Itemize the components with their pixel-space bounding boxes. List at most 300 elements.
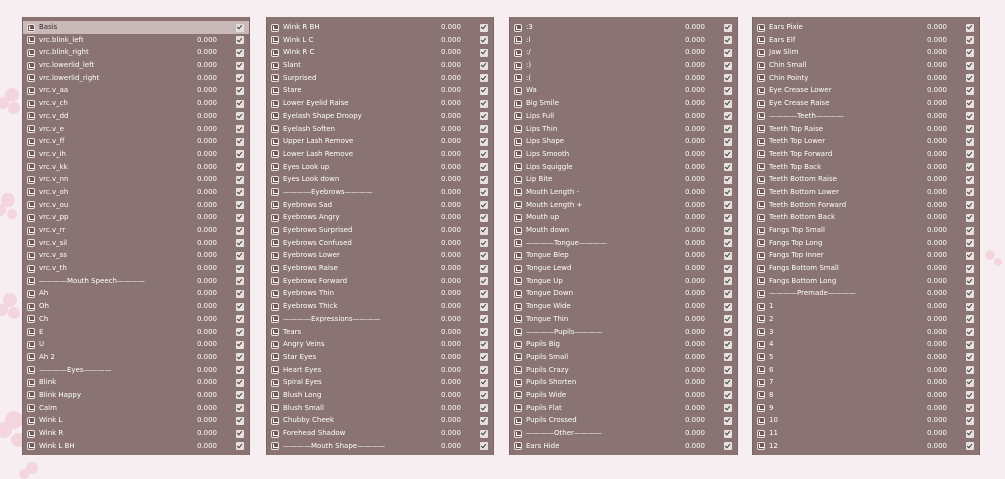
shape-key-row[interactable] [23,21,249,34]
shape-key-name[interactable]: ————Eyes———— [39,365,112,374]
shape-key-value[interactable]: 0.000 [684,238,705,247]
shape-key-name[interactable]: vrc.v_oh [39,187,69,196]
shape-key-value[interactable]: 0.000 [926,137,947,146]
checkbox-checked-icon[interactable] [236,303,244,311]
shape-key-name[interactable]: Eyebrows Thin [283,289,335,298]
shape-key-row[interactable] [267,199,493,212]
shape-key-row[interactable] [23,364,249,377]
checkbox-checked-icon[interactable] [724,265,732,273]
checkbox-checked-icon[interactable] [480,239,488,247]
shape-key-name[interactable]: 4 [769,340,774,349]
shape-key-value[interactable]: 0.000 [926,429,947,437]
shape-key-row[interactable] [753,300,979,313]
checkbox-checked-icon[interactable] [236,328,244,336]
shape-key-value[interactable]: 0.000 [926,365,947,374]
checkbox-checked-icon[interactable] [236,100,244,108]
shape-key-row[interactable] [23,262,249,275]
shape-key-value[interactable]: 0.000 [196,365,217,374]
checkbox-checked-icon[interactable] [236,417,244,425]
checkbox-checked-icon[interactable] [236,341,244,349]
checkbox-checked-icon[interactable] [236,290,244,298]
shape-key-value[interactable]: 0.000 [926,99,947,108]
shape-key-name[interactable]: Eyebrows Forward [283,276,348,285]
checkbox-checked-icon[interactable] [966,252,974,260]
shape-key-value[interactable]: 0.000 [926,441,947,450]
shape-key-value[interactable]: 0.000 [196,264,217,273]
shape-key-row[interactable] [23,199,249,212]
shape-key-row[interactable] [267,275,493,288]
checkbox-checked-icon[interactable] [724,328,732,336]
shape-key-value[interactable]: 0.000 [440,226,461,234]
shape-key-row[interactable] [753,351,979,364]
shape-key-row[interactable] [267,46,493,59]
shape-key-name[interactable]: Teeth Bottom Forward [769,200,847,209]
shape-key-name[interactable]: Teeth Bottom Lower [769,187,839,196]
shape-key-value[interactable]: 0.000 [440,403,461,412]
checkbox-checked-icon[interactable] [236,24,244,32]
checkbox-checked-icon[interactable] [236,442,244,450]
shape-key-value[interactable]: 0.000 [196,378,217,387]
checkbox-checked-icon[interactable] [966,163,974,171]
checkbox-checked-icon[interactable] [236,239,244,247]
shape-key-value[interactable]: 0.000 [926,48,947,57]
shape-key-name[interactable]: vrc.v_e [39,124,64,133]
shape-key-value[interactable]: 0.000 [440,162,461,171]
shape-key-value[interactable]: 0.000 [926,61,947,70]
shape-key-value[interactable]: 0.000 [440,35,461,44]
shape-key-name[interactable]: Wink R C [283,48,315,57]
shape-key-name[interactable]: Teeth Top Lower [769,137,826,146]
shape-key-name[interactable]: Mouth down [526,226,570,234]
shape-key-value[interactable]: 0.000 [196,187,217,196]
shape-key-row[interactable] [23,173,249,186]
checkbox-checked-icon[interactable] [236,150,244,158]
shape-key-row[interactable] [510,59,737,72]
shape-key-value[interactable]: 0.000 [684,61,705,70]
checkbox-checked-icon[interactable] [966,100,974,108]
checkbox-checked-icon[interactable] [966,430,974,438]
checkbox-checked-icon[interactable] [966,201,974,209]
shape-key-row[interactable] [510,376,737,389]
checkbox-checked-icon[interactable] [480,62,488,70]
checkbox-checked-icon[interactable] [480,303,488,311]
shape-key-name[interactable]: Spiral Eyes [283,378,322,387]
shape-key-name[interactable]: Fangs Top Long [769,238,823,247]
shape-key-name[interactable]: vrc.v_kk [39,162,68,171]
shape-key-row[interactable] [753,287,979,300]
shape-key-name[interactable]: ————Other———— [526,429,602,437]
shape-key-row[interactable] [753,135,979,148]
checkbox-checked-icon[interactable] [480,353,488,361]
checkbox-checked-icon[interactable] [236,176,244,184]
checkbox-checked-icon[interactable] [236,252,244,260]
shape-key-value[interactable]: 0.000 [196,213,217,222]
shape-key-name[interactable]: Pupils Small [526,352,569,361]
checkbox-checked-icon[interactable] [966,36,974,44]
checkbox-checked-icon[interactable] [966,239,974,247]
shape-key-row[interactable] [267,414,493,427]
shape-key-value[interactable]: 0.000 [196,226,217,234]
shape-key-value[interactable]: 0.000 [926,213,947,222]
shape-key-value[interactable]: 0.000 [196,416,217,425]
shape-key-value[interactable]: 0.000 [440,302,461,311]
shape-key-value[interactable]: 0.000 [926,86,947,95]
shape-key-name[interactable]: Ears Hide [526,441,560,450]
checkbox-checked-icon[interactable] [724,100,732,108]
shape-key-value[interactable]: 0.000 [684,213,705,222]
checkbox-checked-icon[interactable] [966,277,974,285]
checkbox-checked-icon[interactable] [236,366,244,374]
shape-key-row[interactable] [510,389,737,402]
checkbox-checked-icon[interactable] [480,430,488,438]
shape-key-name[interactable]: vrc.lowerlid_right [39,73,100,82]
shape-key-row[interactable] [510,46,737,59]
shape-key-row[interactable] [510,72,737,85]
checkbox-checked-icon[interactable] [480,138,488,146]
shape-key-value[interactable]: 0.000 [926,276,947,285]
shape-key-name[interactable]: Wink L C [283,35,314,44]
shape-key-row[interactable] [267,21,493,34]
shape-key-name[interactable]: 1 [769,302,774,311]
shape-key-row[interactable] [753,186,979,199]
shape-key-row[interactable] [267,72,493,85]
shape-key-value[interactable]: 0.000 [684,187,705,196]
shape-key-row[interactable] [267,237,493,250]
shape-key-row[interactable] [753,224,979,237]
checkbox-checked-icon[interactable] [966,442,974,450]
checkbox-checked-icon[interactable] [236,315,244,323]
checkbox-checked-icon[interactable] [724,87,732,95]
shape-key-row[interactable] [753,161,979,174]
shape-key-row[interactable] [510,110,737,123]
checkbox-checked-icon[interactable] [480,163,488,171]
shape-key-row[interactable] [267,287,493,300]
shape-key-value[interactable]: 0.000 [684,276,705,285]
shape-key-row[interactable] [510,364,737,377]
checkbox-checked-icon[interactable] [480,87,488,95]
checkbox-checked-icon[interactable] [966,341,974,349]
checkbox-checked-icon[interactable] [966,188,974,196]
shape-key-value[interactable]: 0.000 [196,137,217,146]
shape-key-row[interactable] [23,440,249,453]
shape-key-value[interactable]: 0.000 [926,200,947,209]
shape-key-value[interactable]: 0.000 [196,441,217,450]
shape-key-name[interactable]: ————Tongue———— [526,238,607,247]
shape-key-value[interactable]: 0.000 [196,276,217,285]
shape-key-row[interactable] [753,173,979,186]
shape-key-value[interactable]: 0.000 [196,327,217,336]
checkbox-checked-icon[interactable] [236,201,244,209]
checkbox-checked-icon[interactable] [236,265,244,273]
shape-key-value[interactable]: 0.000 [926,251,947,260]
shape-key-row[interactable] [753,402,979,415]
shape-key-row[interactable] [753,97,979,110]
shape-key-name[interactable]: Pupils Wide [526,390,567,399]
checkbox-checked-icon[interactable] [480,290,488,298]
shape-key-name[interactable]: vrc.v_aa [39,86,69,95]
shape-key-row[interactable] [753,59,979,72]
shape-key-name[interactable]: Lower Lash Remove [283,149,354,158]
shape-key-value[interactable]: 0.000 [440,99,461,108]
shape-key-name[interactable]: Mouth Length - [526,187,580,196]
shape-key-name[interactable]: Teeth Top Forward [769,149,833,158]
checkbox-checked-icon[interactable] [724,290,732,298]
shape-key-value[interactable]: 0.000 [926,175,947,184]
shape-key-row[interactable] [267,338,493,351]
shape-key-name[interactable]: Eyelash Shape Droopy [283,111,362,120]
shape-key-value[interactable]: 0.000 [440,251,461,260]
shape-key-row[interactable] [23,161,249,174]
shape-key-value[interactable]: 0.000 [440,352,461,361]
shape-key-row[interactable] [23,249,249,262]
checkbox-checked-icon[interactable] [966,290,974,298]
shape-key-row[interactable] [267,326,493,339]
shape-key-name[interactable]: Eyebrows Surprised [283,226,353,234]
shape-key-value[interactable]: 0.000 [440,61,461,70]
checkbox-checked-icon[interactable] [724,24,732,32]
shape-key-row[interactable] [23,135,249,148]
shape-key-value[interactable]: 0.000 [196,99,217,108]
shape-key-name[interactable]: ————Expressions———— [283,314,381,323]
checkbox-checked-icon[interactable] [966,265,974,273]
shape-key-name[interactable]: Blink Happy [39,390,81,399]
shape-key-name[interactable]: Oh [39,302,49,311]
shape-key-row[interactable] [267,376,493,389]
shape-key-name[interactable]: Fangs Top Small [769,226,825,234]
shape-key-row[interactable] [267,148,493,161]
shape-key-value[interactable]: 0.000 [684,35,705,44]
shape-key-name[interactable]: vrc.v_sil [39,238,68,247]
shape-key-name[interactable]: Lips Thin [526,124,558,133]
shape-key-value[interactable]: 0.000 [684,416,705,425]
checkbox-checked-icon[interactable] [724,303,732,311]
shape-key-name[interactable]: Pupils Flat [526,403,562,412]
shape-key-row[interactable] [23,351,249,364]
shape-key-row[interactable] [267,351,493,364]
shape-key-value[interactable]: 0.000 [440,378,461,387]
shape-key-value[interactable]: 0.000 [926,149,947,158]
shape-key-value[interactable]: 0.000 [684,340,705,349]
shape-key-row[interactable] [267,249,493,262]
shape-key-name[interactable]: Eye Crease Raise [769,99,830,108]
checkbox-checked-icon[interactable] [724,150,732,158]
shape-key-name[interactable]: Eyelash Soften [283,124,335,133]
shape-key-value[interactable]: 0.000 [926,162,947,171]
shape-key-row[interactable] [23,402,249,415]
checkbox-checked-icon[interactable] [480,36,488,44]
shape-key-value[interactable]: 0.000 [926,35,947,44]
shape-key-row[interactable] [510,338,737,351]
shape-key-row[interactable] [510,287,737,300]
shape-key-row[interactable] [267,211,493,224]
shape-key-name[interactable]: Angry Veins [283,340,325,349]
shape-key-name[interactable]: Star Eyes [283,352,317,361]
checkbox-checked-icon[interactable] [724,417,732,425]
checkbox-checked-icon[interactable] [480,150,488,158]
shape-key-name[interactable]: Blink [39,378,57,387]
shape-key-value[interactable]: 0.000 [684,403,705,412]
shape-key-value[interactable]: 0.000 [926,73,947,82]
shape-key-value[interactable]: 0.000 [684,86,705,95]
shape-key-name[interactable]: ————Pupils———— [526,327,603,336]
shape-key-row[interactable] [753,148,979,161]
shape-key-value[interactable]: 0.000 [196,289,217,298]
shape-key-name[interactable]: :/ [526,48,531,57]
shape-key-name[interactable]: vrc.v_ss [39,251,67,260]
shape-key-value[interactable]: 0.000 [440,390,461,399]
shape-key-value[interactable]: 0.000 [926,264,947,273]
shape-key-name[interactable]: Fangs Bottom Long [769,276,837,285]
shape-key-row[interactable] [23,110,249,123]
shape-key-value[interactable]: 0.000 [440,276,461,285]
shape-key-row[interactable] [267,224,493,237]
shape-key-name[interactable]: Eyebrows Sad [283,200,333,209]
shape-key-value[interactable]: 0.000 [926,289,947,298]
shape-key-name[interactable]: Wink R [39,429,64,437]
checkbox-checked-icon[interactable] [966,150,974,158]
checkbox-checked-icon[interactable] [480,125,488,133]
shape-key-value[interactable]: 0.000 [684,111,705,120]
shape-key-name[interactable]: ————Teeth———— [769,111,844,120]
shape-key-value[interactable]: 0.000 [926,187,947,196]
checkbox-checked-icon[interactable] [966,62,974,70]
shape-key-name[interactable]: Teeth Bottom Back [769,213,836,222]
shape-key-row[interactable] [267,300,493,313]
shape-key-row[interactable] [23,46,249,59]
shape-key-name[interactable]: Big Smile [526,99,559,108]
shape-key-row[interactable] [510,237,737,250]
checkbox-checked-icon[interactable] [966,404,974,412]
checkbox-checked-icon[interactable] [966,391,974,399]
shape-key-name[interactable]: Ch [39,314,49,323]
shape-key-value[interactable]: 0.000 [440,187,461,196]
shape-key-row[interactable] [23,211,249,224]
checkbox-checked-icon[interactable] [480,49,488,57]
shape-key-name[interactable]: Wink L [39,416,63,425]
shape-key-value[interactable]: 0.000 [196,429,217,437]
shape-key-row[interactable] [23,237,249,250]
checkbox-checked-icon[interactable] [724,36,732,44]
shape-key-value[interactable]: 0.000 [196,124,217,133]
shape-key-name[interactable]: Mouth Length + [526,200,583,209]
shape-key-row[interactable] [753,262,979,275]
shape-key-value[interactable]: 0.000 [684,48,705,57]
checkbox-checked-icon[interactable] [966,315,974,323]
checkbox-checked-icon[interactable] [724,252,732,260]
checkbox-checked-icon[interactable] [480,201,488,209]
shape-key-row[interactable] [23,414,249,427]
checkbox-checked-icon[interactable] [480,442,488,450]
shape-key-name[interactable]: :l [526,35,531,44]
shape-key-value[interactable]: 0.000 [440,124,461,133]
shape-key-value[interactable]: 0.000 [926,416,947,425]
checkbox-checked-icon[interactable] [480,341,488,349]
shape-key-row[interactable] [753,275,979,288]
checkbox-checked-icon[interactable] [236,36,244,44]
shape-key-name[interactable]: Lips Full [526,111,555,120]
shape-key-name[interactable]: Lips Smooth [526,149,570,158]
shape-key-value[interactable]: 0.000 [684,175,705,184]
shape-key-value[interactable]: 0.000 [926,302,947,311]
checkbox-checked-icon[interactable] [724,227,732,235]
shape-key-value[interactable]: 0.000 [684,390,705,399]
shape-key-name[interactable]: 2 [769,314,774,323]
shape-key-value[interactable]: 0.000 [440,264,461,273]
shape-key-name[interactable]: Wink R BH [283,23,320,31]
shape-key-name[interactable]: Heart Eyes [283,365,322,374]
checkbox-checked-icon[interactable] [480,74,488,82]
shape-key-row[interactable] [510,313,737,326]
shape-key-name[interactable]: Tongue Thin [526,314,569,323]
shape-key-value[interactable]: 0.000 [440,149,461,158]
checkbox-checked-icon[interactable] [966,328,974,336]
shape-key-name[interactable]: Ears Pixie [769,23,803,31]
shape-key-name[interactable]: Slant [283,61,301,70]
shape-key-name[interactable]: 10 [769,416,778,425]
checkbox-checked-icon[interactable] [480,328,488,336]
shape-key-name[interactable]: ————Mouth Speech———— [39,276,145,285]
shape-key-name[interactable]: :( [526,73,532,82]
shape-key-value[interactable]: 0.000 [440,111,461,120]
shape-key-name[interactable]: vrc.v_rr [39,226,66,234]
shape-key-row[interactable] [510,414,737,427]
shape-key-name[interactable]: U [39,340,45,349]
shape-key-value[interactable]: 0.000 [926,226,947,234]
shape-key-row[interactable] [267,427,493,440]
shape-key-name[interactable]: Pupils Shorten [526,378,577,387]
shape-key-value[interactable]: 0.000 [440,429,461,437]
shape-key-name[interactable]: 9 [769,403,774,412]
checkbox-checked-icon[interactable] [480,100,488,108]
checkbox-checked-icon[interactable] [966,379,974,387]
shape-key-name[interactable]: vrc.v_ff [39,137,65,146]
shape-key-row[interactable] [753,199,979,212]
shape-key-row[interactable] [510,84,737,97]
checkbox-checked-icon[interactable] [724,430,732,438]
checkbox-checked-icon[interactable] [724,201,732,209]
shape-key-value[interactable]: 0.000 [926,352,947,361]
checkbox-checked-icon[interactable] [236,87,244,95]
shape-key-row[interactable] [267,59,493,72]
checkbox-checked-icon[interactable] [966,214,974,222]
shape-key-row[interactable] [510,148,737,161]
shape-key-value[interactable]: 0.000 [440,137,461,146]
checkbox-checked-icon[interactable] [480,112,488,120]
checkbox-checked-icon[interactable] [480,391,488,399]
checkbox-checked-icon[interactable] [236,404,244,412]
shape-key-row[interactable] [753,237,979,250]
shape-key-name[interactable]: Upper Lash Remove [283,137,354,146]
shape-key-row[interactable] [23,376,249,389]
checkbox-checked-icon[interactable] [966,74,974,82]
shape-key-value[interactable]: 0.000 [196,48,217,57]
shape-key-row[interactable] [23,287,249,300]
shape-key-value[interactable]: 0.000 [196,61,217,70]
checkbox-checked-icon[interactable] [724,176,732,184]
shape-key-name[interactable]: vrc.lowerlid_left [39,61,95,70]
shape-key-row[interactable] [23,338,249,351]
shape-key-value[interactable]: 0.000 [684,378,705,387]
shape-key-value[interactable]: 0.000 [926,390,947,399]
shape-key-value[interactable]: 0.000 [196,200,217,209]
shape-key-row[interactable] [753,123,979,136]
shape-key-row[interactable] [510,249,737,262]
shape-key-row[interactable] [267,135,493,148]
shape-key-row[interactable] [510,427,737,440]
shape-key-name[interactable]: Mouth up [526,213,560,222]
shape-key-value[interactable]: 0.000 [440,213,461,222]
shape-key-name[interactable]: Fangs Bottom Small [769,264,839,273]
